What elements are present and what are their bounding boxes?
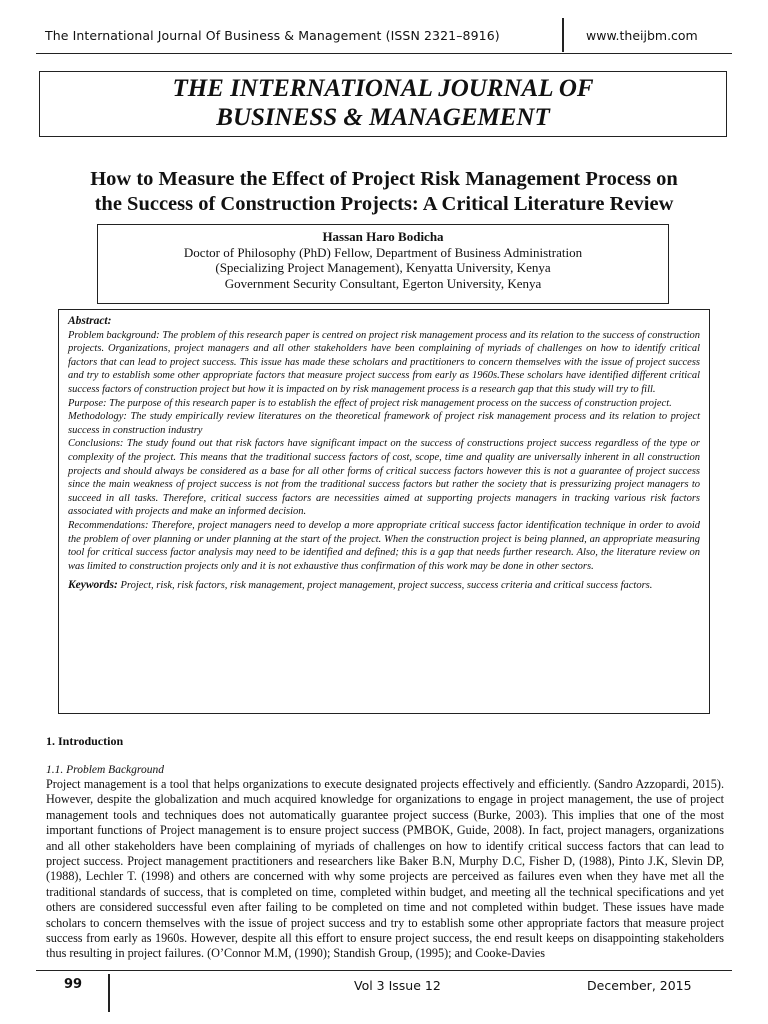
paper-title-line1: How to Measure the Effect of Project Risk Management Process on <box>90 168 678 190</box>
running-header-journal: The International Journal Of Business & Management (ISSN 2321–8916) <box>45 28 500 43</box>
footer-volume: Vol 3 Issue 12 <box>354 978 441 993</box>
journal-title-line2: BUSINESS & MANAGEMENT <box>216 104 550 131</box>
author-name: Hassan Haro Bodicha <box>322 229 444 244</box>
page-number: 99 <box>64 977 83 992</box>
author-affiliation-3: Government Security Consultant, Egerton University, Kenya <box>224 275 542 291</box>
abstract-label: Abstract: <box>68 315 112 327</box>
author-affiliation-1: Doctor of Philosophy (PhD) Fellow, Department of Business Administration <box>183 244 583 260</box>
abstract-background: Problem background: The problem of this research paper is centred on project risk management process and its relation to the success of construction projects. Organizations, project managers and all other stakeholders have been complaining of myriads of challenges on how to identify critical factors that can lead to project success. This issue has made these scholars and practitioners to concern themselves with the issue of project success and try to establish some other appropriate factors that measure project success from early as 1960s.These scholars have identified different critical success factors of construction project but how it is impacted on by risk management process is a research gap that this study will try to fill. <box>68 329 700 395</box>
footer-date: December, 2015 <box>587 978 692 993</box>
running-header-website: www.theijbm.com <box>586 28 698 43</box>
footer-divider <box>108 974 110 1012</box>
body-paragraph: Project management is a tool that helps organizations to execute designated projects effectively and efficiently. (Sandro Azzopardi, 2015). However, despite the globalization and much acquired knowledge for organizations to engage in project management, the use of project management tools and techniques does not automatically guarantee project success (Burke, 2003). This implies that one of the most important functions of Project management is to ensure project success (PMBOK, Guide, 2008). In fact, project managers, organizations and all other stakeholders have been complaining of myriads of challenges on how to identify critical success factors that can lead to project success. Project management practitioners and researchers like Baker B.N, Murphy D.C, Fisher D, (1988), Pinto J.K, Slevin DP, (1988), Lechler T. (1998) and others are concerned with why some projects are perceived as failures even when they have met all the traditional standards of success, that is completed on time, completed within budget, and meeting all the technical specifications and yet others are considered successful even after failing to be completed on time and not completed within budget. These issues have made scholars to concern themselves with the issue of project success and try to establish some other appropriate factors that measure project success from early as 1960s. However, despite all this effort to ensure project success, the end result keeps on disappointing stakeholders thus resulting in project failures. (O’Connor M.M, (1990); Standish Group, (1995); and Cooke-Davies <box>46 777 724 961</box>
journal-title <box>39 74 727 132</box>
abstract-conclusions: Conclusions: The study found out that risk factors have significant impact on the success of constructions project success regardless of the type or complexity of the project. This means that the traditional success factors of cost, scope, time and quality are universally inherent in all construction projects and should always be considered as a base for all other forms of critical success factors however this is not a guarantee of project success since the main weakness of project success is not from the traditional success factors but rather the society that is pressurizing project managers to succeed in all tasks. Therefore, critical success factors are necessities aimed at supporting projects managers in tracking various risk factors associated with projects and make an informed decision. <box>68 438 700 518</box>
keywords-label: Keywords: <box>68 579 118 592</box>
section-heading: 1. Introduction <box>46 734 124 748</box>
paper-title <box>40 167 728 217</box>
author-block <box>97 229 669 291</box>
abstract-methodology: Methodology: The study empirically review literatures on the theoretical framework of project risk management process and its relation to project success in construction industry <box>68 411 700 436</box>
body-text <box>46 777 724 962</box>
journal-title-line1: THE INTERNATIONAL JOURNAL OF <box>172 75 594 102</box>
abstract-recommendations: Recommendations: Therefore, project managers need to develop a more appropriate critical success factor identification technique in order to avoid the problem of over planning or under planning at the start of the project. When the construction project is being planned, an appropriate measuring tool for critical success factor analysis may need to be identified and defined; this is a gap that needs further research. Also, the literature review on was limited to construction projects only and it is not exhaustive thus confirmation of this work may be done in other sectors. <box>68 519 700 572</box>
subsection-heading: 1.1. Problem Background <box>46 764 164 776</box>
abstract-purpose: Purpose: The purpose of this research paper is to establish the effect of project risk management process on the success of construction project. <box>68 397 672 409</box>
footer-rule <box>36 970 732 971</box>
keywords-text: Project, risk, risk factors, risk management, project management, project success, success criteria and critical success factors. <box>120 580 653 592</box>
author-affiliation-2: (Specializing Project Management), Kenyatta University, Kenya <box>215 260 551 275</box>
abstract-block <box>68 315 700 593</box>
header-rule <box>36 53 732 54</box>
paper-title-line2: the Success of Construction Projects: A Critical Literature Review <box>94 193 674 215</box>
header-divider <box>562 18 564 52</box>
keywords <box>68 579 700 593</box>
